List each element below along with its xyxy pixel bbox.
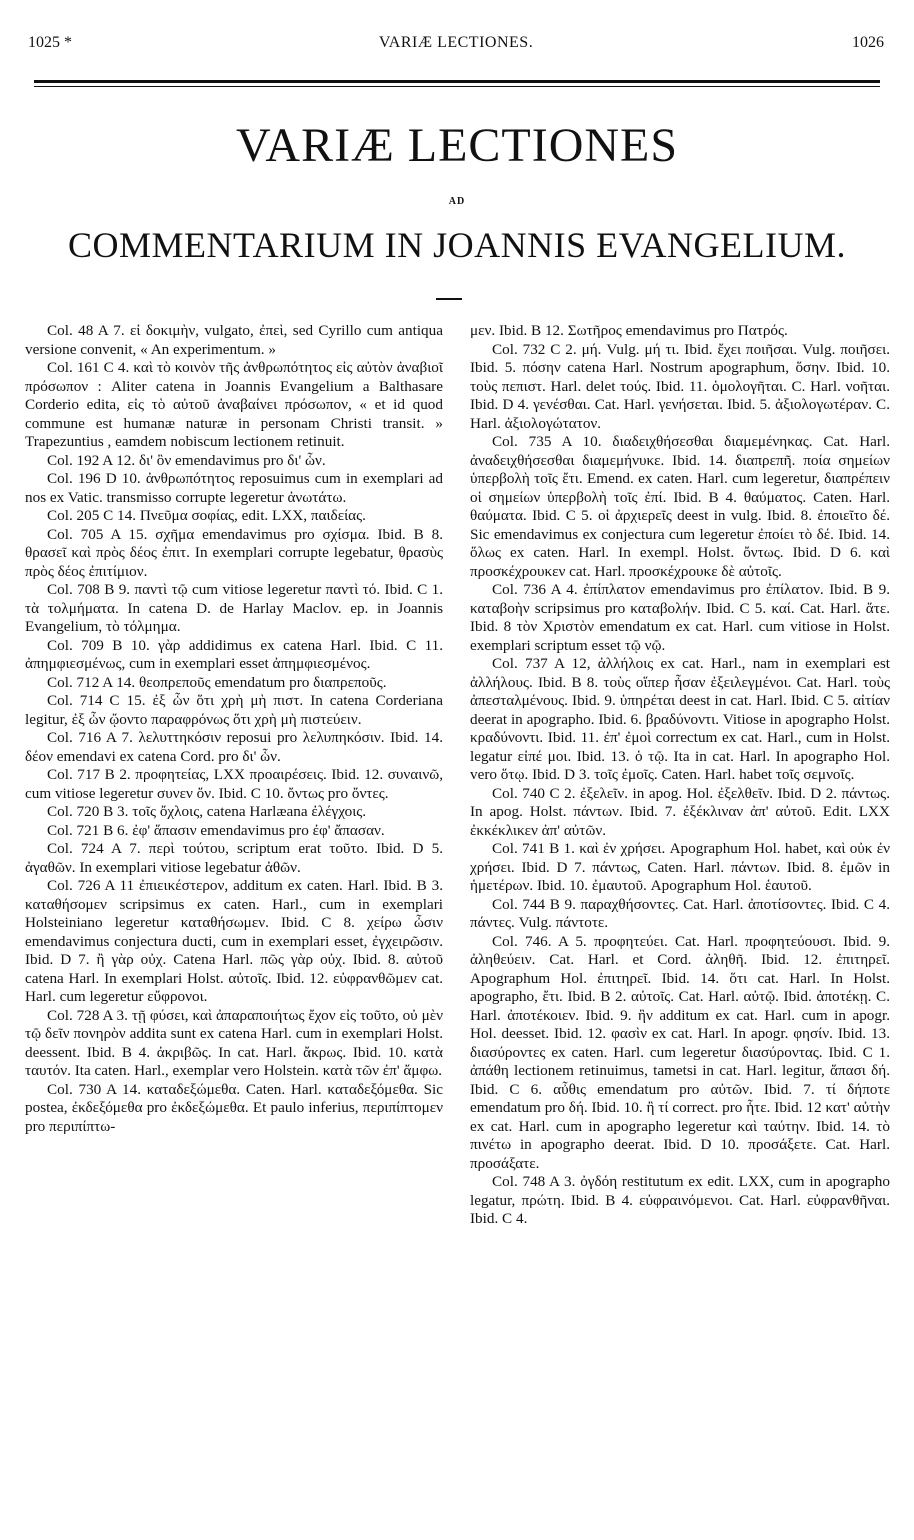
variant-entry: Col. 717 B 2. προφητείας, LXX προαιρέσεις. Ibid. 12. συναινῶ, cum vitiose legeretur συνεν ὄν. Ibid. C 10. ὄντως pro ὄντες. [25, 766, 443, 802]
variant-entry: Col. 746. A 5. προφητεύει. Cat. Harl. προφητεύουσι. Ibid. 9. ἀληθεύειν. Cat. Harl. et Cord. ἀληθῆ. Ibid. 12. ἐπιτηρεῖ. Apographum Hol. ἐπιτηρεῖ. Ibid. 14. ὅτι cat. Harl. In Holst. apographo, ἔτι. Ibid. B 2. αὐτοῖς. Cat. Harl. αὐτῷ. Ibid. ἀποτέκῃ. C. Harl. ἀποτέκοιεν. Ibid. 9. ἣν additum ex cat. Harl. cum in apogr. Hol. deesset. Ibid. 12. φασὶν ex cat. Harl. In apogr. φησίν. Ibid. 13. διασύροντες ex caten. Harl. cum legeretur διασύροντας. Ibid. C 1. ἀπάθη lectionem retinuimus, tametsi in cat. Harl. legitur, ἅπασι δή. Ibid. C 6. αὖθις emendatum pro αὐτῶν. Ibid. 7. τί δήποτε emendatum pro δή. Ibid. 10. ἢ τί correct. pro ἧτε. Ibid. 12 κατ' αὐτὴν ex cat. Harl. cum in apographo legeretur καὶ ταύτην. Ibid. 14. τὸ πινέτω in apographo deerat. Ibid. D 10. προσάξετε. Cat. Harl. προσάξατε. [470, 932, 890, 1172]
header-rule-thick [34, 80, 880, 83]
running-header [28, 34, 884, 56]
variant-entry: Col. 161 C 4. καὶ τὸ κοινὸν τῆς ἀνθρωπότητος εἰς αὐτὸν ἀναβιοῖ πρόσωπον : Aliter catena in Joannis Evangelium a Balthasare Corderio edita, εἰς τὸ αὐτοῦ ἀναβαίνει πρόσωπον, « et id quod commune est humanæ naturæ in personam Christi transit. » Trapezuntius , eamdem nobiscum lectionem retinuit. [25, 359, 443, 450]
variant-entry: Col. 732 C 2. μή. Vulg. μή τι. Ibid. ἔχει ποιῆσαι. Vulg. ποιῆσει. Ibid. 5. πόσην catena Harl. Nostrum apographum, ὅσην. Ibid. 10. τοὺς πεπιστ. Harl. delet τούς. Ibid. 11. ὁμολογῆται. C. Harl. νοῆται. Ibid. D 4. γενέσθαι. Cat. Harl. γενήσεται. Ibid. 5. ἀξιολογωτέραν. C. Harl. ἀξιολογώτατον. [470, 340, 890, 432]
variant-entry: Col. 712 A 14. θεοπρεποῦς emendatum pro διαπρεποῦς. [47, 673, 387, 691]
variant-entry: Col. 730 A 14. καταδεξώμεθα. Caten. Harl. καταδεξόμεθα. Sic postea, ἐκδεξόμεθα pro ἐκδεξώμεθα. Et paulo inferius, περιπίπτομεν pro περιπίπτω- [25, 1080, 443, 1135]
variant-entry: Col. 748 A 3. ὀγδόη restitutum ex edit. LXX, cum in apographo legatur, πρώτη. Ibid. B 4. εὐφραινόμενοι. Cat. Harl. εὐφρανθῆναι. Ibid. C 4. [470, 1173, 890, 1227]
variant-entry: Col. 741 B 1. καὶ ἐν χρήσει. Apographum Hol. habet, καὶ οὐκ ἐν χρήσει. Ibid. D 7. πάντως, Caten. Harl. πάντων. Ibid. 8. ἐμῶν in ἡμετέρων. Ibid. 10. ἐμαυτοῦ. Apographum Hol. ἑαυτοῦ. [470, 840, 890, 894]
variant-entry: Col. 48 A 7. εἰ δοκιμὴν, vulgato, ἐπεὶ, sed Cyrillo cum antiqua versione convenit, « An experimentum. » [25, 322, 443, 358]
variant-entry: Col. 720 B 3. τοῖς ὄχλοις, catena Harlæana ἐλέγχοις. [47, 803, 367, 820]
variant-entry: Col. 705 A 15. σχῆμα emendavimus pro σχίσμα. Ibid. B 8. θρασεῖ καὶ πρὸς δέος ἐπιτ. In exemplari corrupte legebatur, θρασὺς πρὸς δέος ἐπιτίμιον. [25, 525, 443, 580]
title-connector: AD [448, 196, 466, 207]
title-divider [436, 298, 462, 300]
variant-entry: Col. 736 A 4. ἐπίπλατον emendavimus pro ἐπίλατον. Ibid. B 9. καταβοὴν scripsimus pro καταβολήν. Ibid. C 5. καί. Cat. Harl. ἅτε. Ibid. 8 τὸν Χριστὸν emendatum ex cat. Harl. cum vitiose in Holst. exemplari scriptum esset τῷ νῷ. [470, 581, 890, 654]
running-title: VARIÆ LECTIONES. [378, 34, 534, 51]
left-column [25, 322, 443, 1136]
variant-entry: Col. 737 A 12, ἀλλήλοις ex cat. Harl., nam in exemplari est ἀλλήλους. Ibid. B 8. τοὺς οἵπερ ἦσαν ἐξειλεγμένοι. Cat. Harl. τοὺς ἀπεσταλμένους. Ibid. 9. ὑπηρέται deest in cat. Harl. Ibid. C 5. αἰτίαν deerat in apographo. Ibid. 6. βραδύνοντι. Vitiose in apographo Holst. κραδύνοντι. Ibid. 11. ἐπ' ἐμοὶ correctum ex cat. Harl., cum in Holst. legatur εἰπέ μοι. Ibid. 13. ὁ τῷ. Ita in cat. Harl. In apographo Hol. vero ὅτῳ. Ibid. D 3. τοῖς ἐμοῖς. Caten. Harl. habet τοῖς σεμνοῖς. [470, 655, 890, 783]
variant-entry: Col. 716 A 7. λελυττηκόσιν reposui pro λελυπηκόσιν. Ibid. 14. δέον emendavi ex catena Cord. pro δι' ὧν. [25, 729, 443, 765]
page-title: VARIÆ LECTIONES [235, 119, 679, 172]
left-page-number: 1025 * [28, 34, 72, 51]
right-page-number: 1026 [852, 34, 884, 51]
variant-entry: Col. 192 A 12. δι' ὃν emendavimus pro δι' ὧν. [47, 451, 326, 469]
variant-entry: Col. 709 B 10. γὰρ addidimus ex catena Harl. Ibid. C 11. ἀπημφιεσμένως, cum in exemplari esset ἀπημφιεσμένος. [25, 636, 443, 672]
variant-entry: Col. 735 A 10. διαδειχθήσεσθαι διαμεμένηκας. Cat. Harl. ἀναδειχθήσεσθαι διαμεμήνυκε. Ibid. 14. διαπρεπῆ. ποία σημείων ὑπερβολὴ τοῖς ἔτι. Emend. ex caten. Harl. cum legeretur, διαπρέπειν οἱ σημείων ὑπερβολὴ τοῖς ἐπί. Ibid. B 4. θαύματος. Caten. Harl. θαύματα. Ibid. C 5. οἱ ἀρχιερεῖς deest in vulg. Ibid. 8. ἐποιεῖτο δέ. Sic emendavimus ex conjectura cum legeretur ἐποίει τὸ δέ. Ibid. 14. ὅλως ex caten. Harl. In exempl. Holst. ὄντως. Ibid. D 6. καὶ προσκέχρουκεν cat. Harl. προσκέχρουκε δὲ αὐτοῖς. [470, 433, 890, 580]
variant-entry: Col. 724 A 7. περὶ τούτου, scriptum erat τοῦτο. Ibid. D 5. ἀγαθῶν. In exemplari vitiose legebatur ἀθῶν. [25, 840, 443, 876]
variant-entry: Col. 205 C 14. Πνεῦμα σοφίας, edit. LXX, παιδείας. [47, 507, 366, 524]
variant-entry: Col. 726 A 11 ἐπιεικέστερον, additum ex caten. Harl. Ibid. B 3. καταθήσομεν scripsimus ex caten. Harl., cum in exemplari Holsteiniano legeretur καταθήσωμεν. Ibid. C 8. χείρω ὦσιν emendavimus conjectura ducti, cum in exemplari esset, ἐγχειρῶσιν. Ibid. D 7. ἢ γὰρ οὐχ. Catena Harl. πῶς γὰρ οὐχ. Ibid. 8. αὐτοῦ catena Harl. In exemplari Holst. αὐτοῖς. Ibid. 12. εὐφρανθῶμεν cat. Harl. cum legeretur εὔφρονοι. [25, 877, 443, 1005]
variant-entry: Col. 196 D 10. ἀνθρωπότητος reposuimus cum in exemplari ad nos ex Vatic. transmisso corrupte legeretur ἀνωτάτω. [25, 470, 443, 506]
variant-entry: Col. 714 C 15. ἐξ ὧν ὅτι χρὴ μὴ πιστ. In catena Corderiana legitur, ἐξ ὧν ᾤοντο παραφρόνως ὅτι χρὴ μὴ πιστεύειν. [25, 692, 443, 728]
variant-entry: Col. 721 B 6. ἐφ' ἅπασιν emendavimus pro ἐφ' ἄπασαν. [47, 821, 385, 839]
header-rule-thin [34, 86, 880, 87]
variant-entry: Col. 728 A 3. τῇ φύσει, καὶ ἀπαραποιήτως ἔχον εἰς τοῦτο, οὐ μὲν τῷ δεῖν πονηρὸν addita sunt ex catena Harl. cum in exemplari Holst. deessent. Ibid. B 4. ἀκριβῶς. In cat. Harl. ἄκρως. Ibid. 10. κατὰ ταυτόν. Ita caten. Harl., exemplar vero Holstein. κατὰ τῶν ἐπ' ἄμφω. [25, 1006, 443, 1079]
right-column [470, 322, 890, 1229]
variant-entry: Col. 708 B 9. παντὶ τῷ cum vitiose legeretur παντὶ τό. Ibid. C 1. τὰ τολμήματα. In catena D. de Harlay Maclov. ep. in Joannis Evangelium, τὸ τόλμημα. [25, 581, 443, 635]
variant-entry: Col. 740 C 2. ἐξελεῖν. in apog. Hol. ἐξελθεῖν. Ibid. D 2. πάντως. In apog. Holst. πάντων. Ibid. 7. ἐξέκλιναν ἀπ' αὐτοῦ. Edit. LXX ἐκκέκλικεν ἀπ' αὐτῶν. [470, 784, 890, 839]
right-column-continuation: μεν. Ibid. B 12. Σωτῆρος emendavimus pro Πατρός. [470, 322, 788, 339]
page-subtitle: COMMENTARIUM IN JOANNIS EVANGELIUM. [68, 225, 846, 265]
variant-entry: Col. 744 B 9. παραχθήσοντες. Cat. Harl. ἀποτίσοντες. Ibid. C 4. πάντες. Vulg. πάντοτε. [470, 895, 890, 931]
